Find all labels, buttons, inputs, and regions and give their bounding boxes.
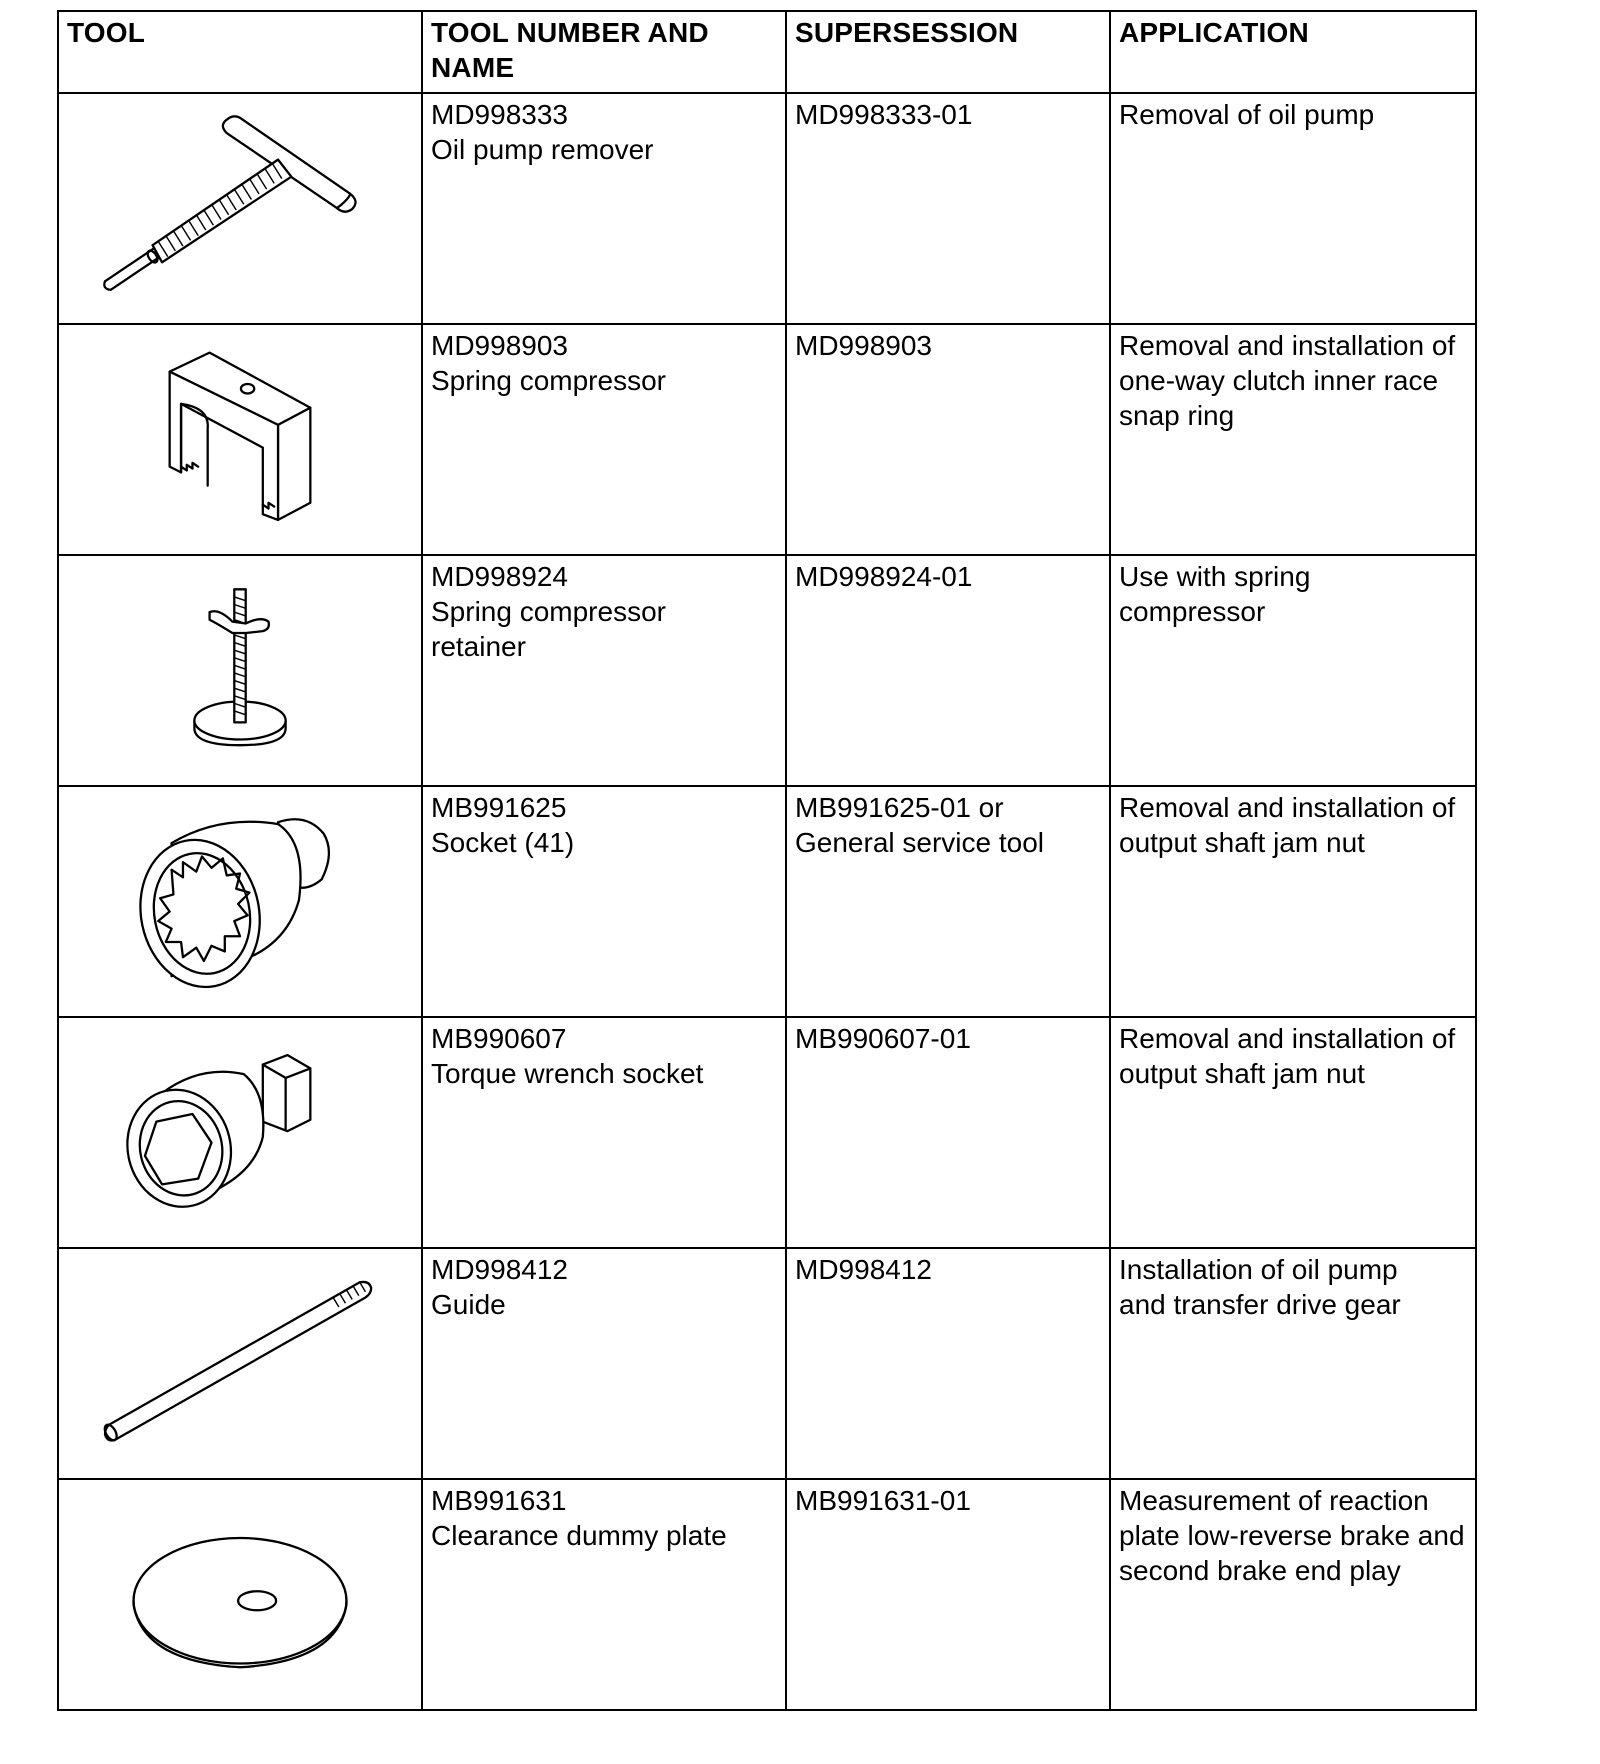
tool-name: Spring compressor — [431, 365, 666, 396]
header-application: APPLICATION — [1110, 11, 1476, 93]
guide-icon — [67, 1252, 413, 1478]
application-value: Removal and installation of output shaft jam nut — [1119, 1023, 1456, 1089]
supersession-cell — [786, 1017, 1110, 1248]
special-tools-table — [57, 10, 1477, 1711]
application-value: Installation of oil pump and transfer drive gear — [1119, 1254, 1401, 1320]
application-cell — [1110, 1479, 1476, 1710]
header-tool: TOOL — [58, 11, 422, 93]
supersession-value: MD998924-01 — [795, 561, 973, 592]
application-value: Removal of oil pump — [1119, 99, 1375, 130]
supersession-value: MD998903 — [795, 330, 932, 361]
tool-image-cell — [58, 786, 422, 1017]
supersession-cell — [786, 786, 1110, 1017]
tool-number: MB990607 — [431, 1023, 567, 1054]
tool-image-cell — [58, 324, 422, 555]
tool-name: Socket (41) — [431, 827, 575, 858]
header-tool-number-and-name: TOOL NUMBER AND NAME — [422, 11, 786, 93]
tool-image-cell — [58, 1248, 422, 1479]
tool-name: Torque wrench socket — [431, 1058, 704, 1089]
supersession-cell — [786, 324, 1110, 555]
application-cell — [1110, 786, 1476, 1017]
supersession-value: MD998412 — [795, 1254, 932, 1285]
table-row — [58, 1479, 1476, 1710]
supersession-cell — [786, 93, 1110, 324]
socket-41-icon — [67, 790, 413, 1016]
tool-number: MB991631 — [431, 1485, 567, 1516]
tool-name: Spring compressor retainer — [431, 596, 666, 662]
tool-name: Clearance dummy plate — [431, 1520, 727, 1551]
tool-number-and-name-cell — [422, 1479, 786, 1710]
application-cell — [1110, 93, 1476, 324]
supersession-cell — [786, 1479, 1110, 1710]
table-row — [58, 93, 1476, 324]
table-row — [58, 324, 1476, 555]
tool-number-and-name-cell — [422, 324, 786, 555]
tool-number: MD998924 — [431, 561, 568, 592]
oil-pump-remover-icon — [67, 97, 413, 323]
tool-number: MD998903 — [431, 330, 568, 361]
application-value: Use with spring compressor — [1119, 561, 1311, 627]
header-supersession: SUPERSESSION — [786, 11, 1110, 93]
tool-number-and-name-cell — [422, 1017, 786, 1248]
application-value: Removal and installation of output shaft jam nut — [1119, 792, 1456, 858]
supersession-cell — [786, 1248, 1110, 1479]
tool-image-cell — [58, 1017, 422, 1248]
header-row — [58, 11, 1476, 93]
tool-number: MD998333 — [431, 99, 568, 130]
supersession-value: MB991625-01 or General service tool — [795, 792, 1045, 858]
application-value: Measurement of reaction plate low-reverse brake and second brake end play — [1119, 1485, 1465, 1586]
table-row — [58, 1248, 1476, 1479]
tool-number-and-name-cell — [422, 1248, 786, 1479]
table-row — [58, 555, 1476, 786]
supersession-value: MB990607-01 — [795, 1023, 971, 1054]
table-row — [58, 1017, 1476, 1248]
clearance-dummy-plate-icon — [67, 1483, 413, 1709]
supersession-cell — [786, 555, 1110, 786]
spring-compressor-icon — [67, 328, 413, 554]
tool-number: MD998412 — [431, 1254, 568, 1285]
application-cell — [1110, 324, 1476, 555]
tool-image-cell — [58, 1479, 422, 1710]
spring-compressor-retainer-icon — [67, 559, 413, 785]
supersession-value: MD998333-01 — [795, 99, 973, 130]
torque-wrench-socket-icon — [67, 1021, 413, 1247]
tool-image-cell — [58, 555, 422, 786]
application-cell — [1110, 1017, 1476, 1248]
tool-number-and-name-cell — [422, 555, 786, 786]
application-cell — [1110, 1248, 1476, 1479]
supersession-value: MB991631-01 — [795, 1485, 971, 1516]
tool-name: Guide — [431, 1289, 506, 1320]
tool-number: MB991625 — [431, 792, 567, 823]
tool-number-and-name-cell — [422, 93, 786, 324]
application-cell — [1110, 555, 1476, 786]
table-row — [58, 786, 1476, 1017]
tool-image-cell — [58, 93, 422, 324]
tool-name: Oil pump remover — [431, 134, 654, 165]
tool-number-and-name-cell — [422, 786, 786, 1017]
application-value: Removal and installation of one-way clutch inner race snap ring — [1119, 330, 1456, 431]
